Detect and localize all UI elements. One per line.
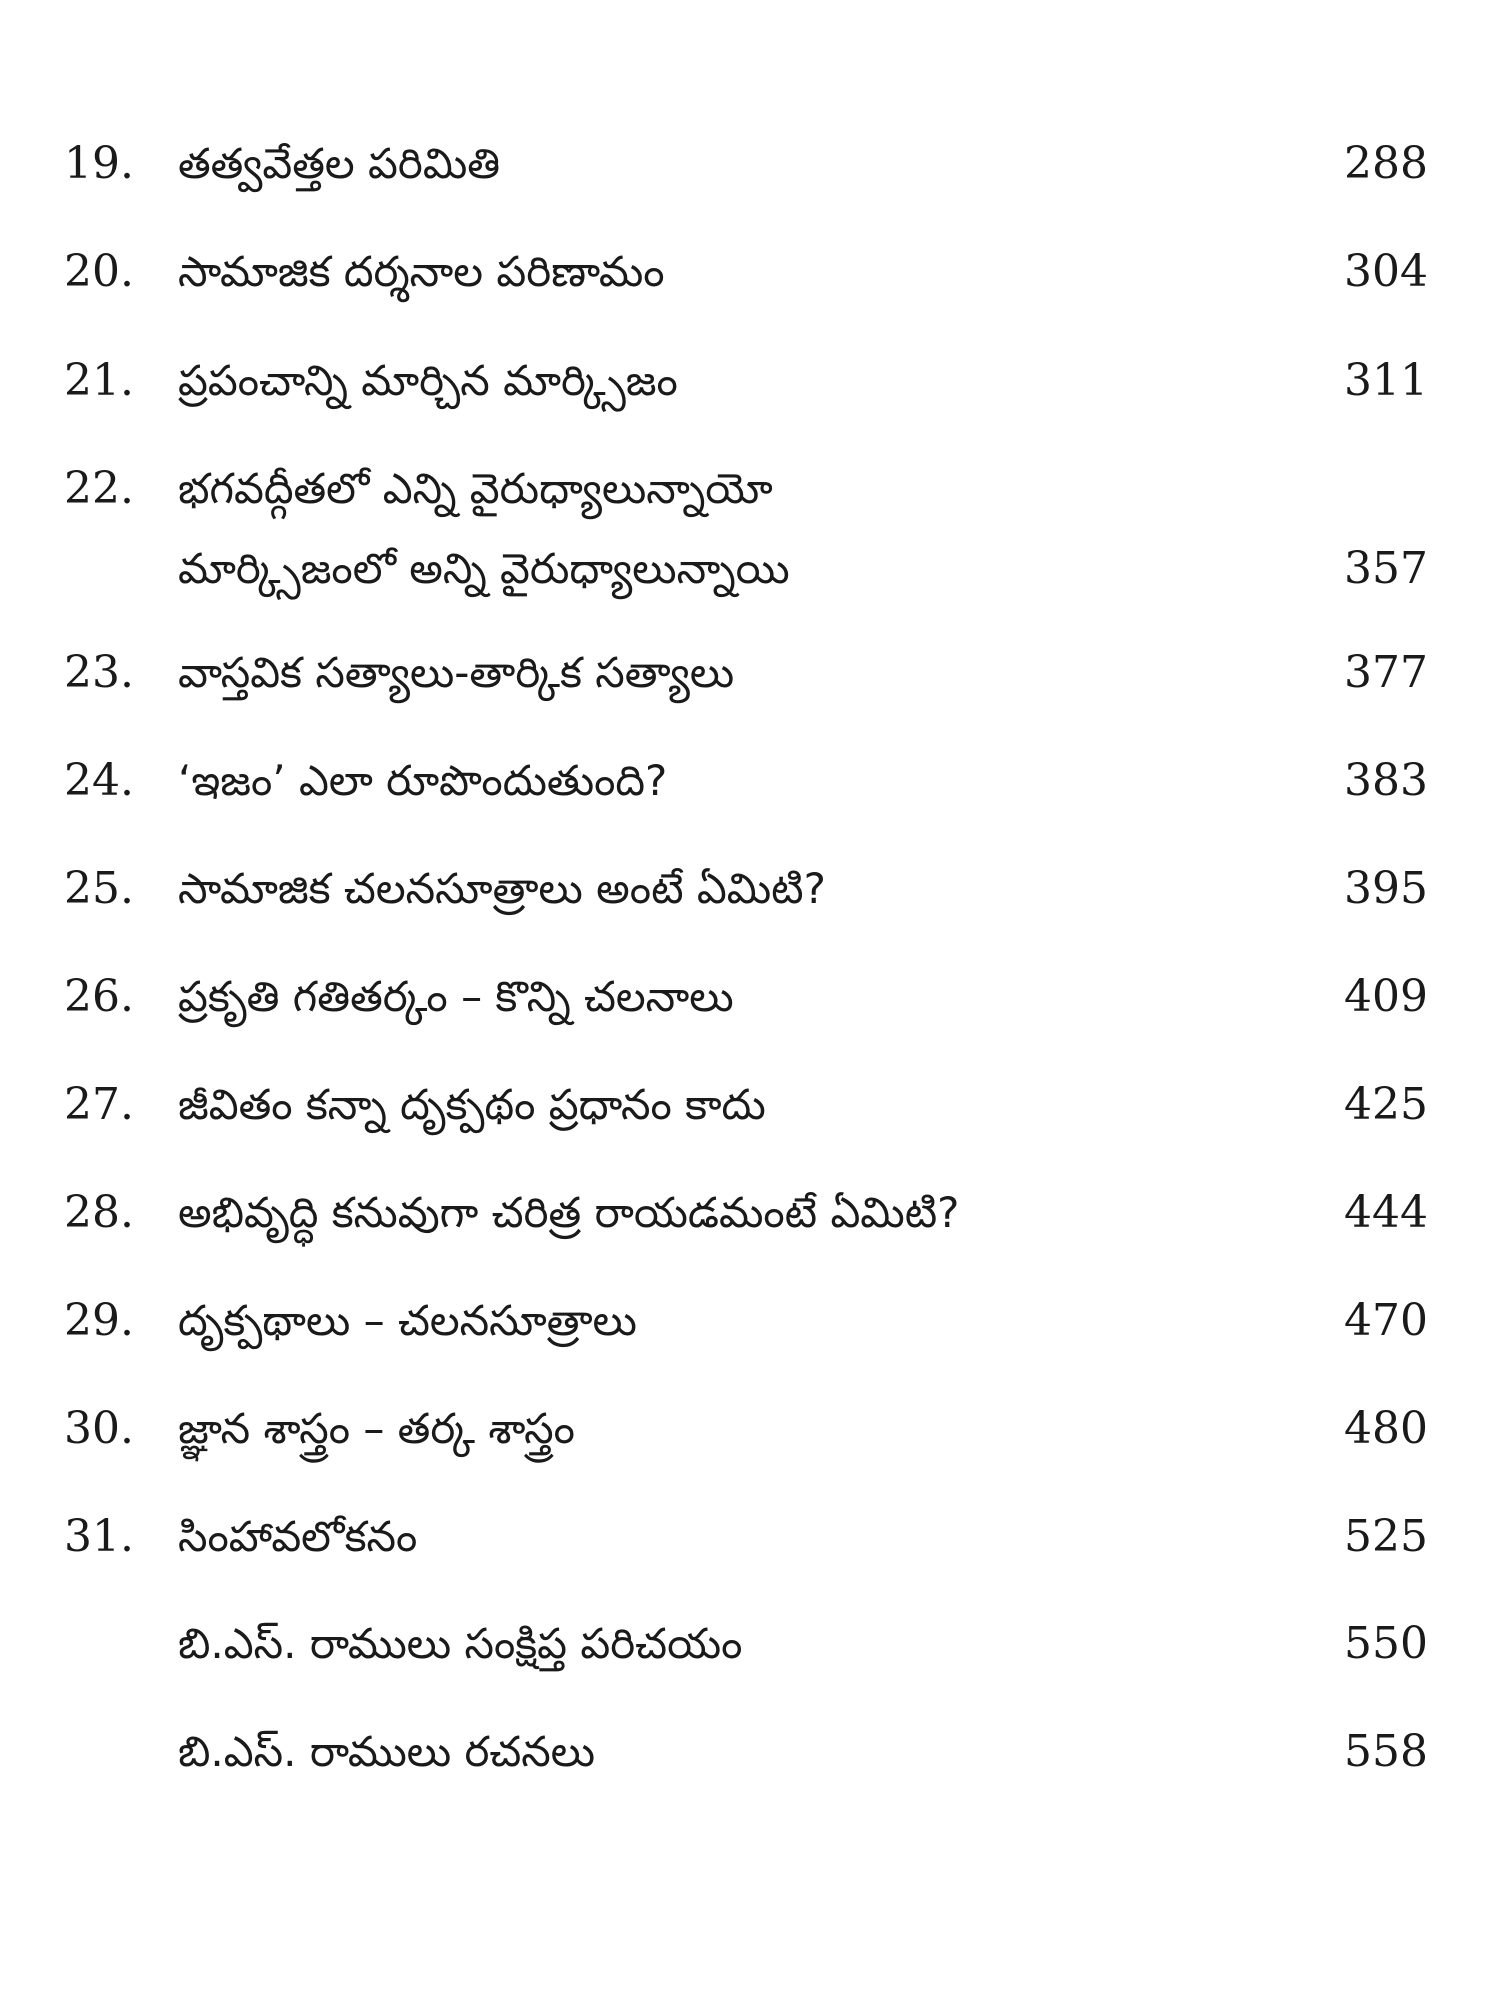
entry-page-number: 395 (1344, 863, 1428, 914)
entry-title-line: భగవద్గీతలో ఎన్ని వైరుధ్యాలున్నాయో (178, 464, 773, 513)
entry-title-line: సామాజిక దర్శనాల పరిణామం (178, 247, 665, 296)
entry-title-line: జ్ఞాన శాస్త్రం – తర్క శాస్త్రం (178, 1404, 575, 1453)
entry-title (178, 741, 1228, 821)
entry-title-line: ‘ఇజం’ ఎలా రూపొందుతుంది? (178, 756, 668, 805)
entry-number: 29. (64, 1295, 134, 1346)
entry-title (178, 633, 1228, 713)
entry-title (178, 849, 1228, 929)
entry-title-line: సింహావలోకనం (178, 1512, 418, 1561)
entry-title (178, 449, 1228, 609)
entry-page-number: 311 (1344, 355, 1428, 406)
entry-title (178, 1281, 1228, 1361)
entry-number: 28. (64, 1187, 134, 1238)
entry-title-line: అభివృద్ధి కనువుగా చరిత్ర రాయడమంటే ఏమిటి? (178, 1188, 960, 1237)
entry-number: 25. (64, 863, 134, 914)
entry-number: 21. (64, 355, 134, 406)
entry-number: 30. (64, 1403, 134, 1454)
entry-page-number: 288 (1344, 138, 1428, 189)
entry-page-number: 550 (1344, 1618, 1428, 1669)
entry-title (178, 1173, 1228, 1253)
entry-title (178, 1604, 1228, 1684)
entry-title (178, 1712, 1228, 1792)
entry-number: 26. (64, 971, 134, 1022)
entry-title-line: బి.ఎస్. రాములు రచనలు (178, 1727, 596, 1776)
entry-title-line: మార్క్సిజంలో అన్ని వైరుధ్యాలున్నాయి (178, 544, 790, 593)
entry-number: 22. (64, 463, 134, 514)
entry-number: 31. (64, 1511, 134, 1562)
entry-page-number: 525 (1344, 1511, 1428, 1562)
entry-number: 20. (64, 246, 134, 297)
entry-title-line: సామాజిక చలనసూత్రాలు అంటే ఏమిటి? (178, 864, 826, 913)
entry-page-number: 480 (1344, 1403, 1428, 1454)
entry-title (178, 1065, 1228, 1145)
entry-title (178, 232, 1228, 312)
entry-title (178, 1497, 1228, 1577)
entry-title-line: దృక్పథాలు – చలనసూత్రాలు (178, 1296, 637, 1345)
entry-title (178, 124, 1228, 204)
entry-page-number: 357 (1344, 543, 1428, 594)
entry-title (178, 1389, 1228, 1469)
entry-number: 19. (64, 138, 134, 189)
entry-title (178, 341, 1228, 421)
entry-page-number: 425 (1344, 1079, 1428, 1130)
entry-title-line: ప్రకృతి గతితర్కం – కొన్ని చలనాలు (178, 972, 734, 1021)
entry-title-line: ప్రపంచాన్ని మార్చిన మార్క్సిజం (178, 356, 678, 405)
entry-number: 27. (64, 1079, 134, 1130)
entry-page-number: 409 (1344, 971, 1428, 1022)
entry-page-number: 558 (1344, 1726, 1428, 1777)
entry-page-number: 304 (1344, 246, 1428, 297)
entry-page-number: 470 (1344, 1295, 1428, 1346)
entry-number: 23. (64, 647, 134, 698)
entry-page-number: 377 (1344, 647, 1428, 698)
entry-title-line: బి.ఎస్. రాములు సంక్షిప్త పరిచయం (178, 1619, 743, 1668)
entry-page-number: 444 (1344, 1187, 1428, 1238)
entry-page-number: 383 (1344, 755, 1428, 806)
entry-title-line: తత్వవేత్తల పరిమితి (178, 139, 501, 188)
entry-number: 24. (64, 755, 134, 806)
entry-title-line: వాస్తవిక సత్యాలు-తార్కిక సత్యాలు (178, 648, 735, 697)
entry-title (178, 957, 1228, 1037)
entry-title-line: జీవితం కన్నా దృక్పథం ప్రధానం కాదు (178, 1080, 766, 1129)
